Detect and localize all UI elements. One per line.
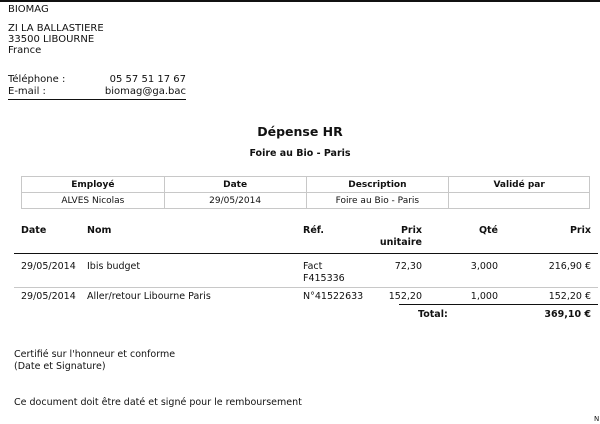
email-label: E-mail :	[8, 86, 46, 97]
document-subtitle: Foire au Bio - Paris	[249, 148, 351, 159]
info-header-row	[22, 177, 590, 193]
info-employee: ALVES Nicolas	[22, 193, 165, 209]
company-address-line2: 33500 LIBOURNE	[8, 34, 95, 45]
info-header-date: Date	[164, 177, 306, 193]
row-price: 152,20 €	[548, 291, 591, 302]
document-title: Dépense HR	[257, 124, 343, 139]
certification-block	[14, 349, 175, 373]
total-label: Total:	[418, 309, 448, 320]
row-separator	[14, 287, 598, 288]
row-ref-line1: Fact	[303, 261, 323, 272]
reimbursement-notice: Ce document doit être daté et signé pour le remboursement	[14, 397, 302, 408]
row-name: Aller/retour Libourne Paris	[87, 291, 211, 302]
info-date: 29/05/2014	[164, 193, 306, 209]
row-unit-price: 152,20	[388, 291, 422, 302]
info-header-employee: Employé	[22, 177, 165, 193]
signature-line: (Date et Signature)	[14, 361, 106, 372]
email-row	[8, 86, 186, 100]
corner-mark: N	[594, 415, 600, 423]
row-price: 216,90 €	[548, 261, 591, 272]
row-ref-line1: N°41522633	[303, 291, 364, 302]
info-header-validated-by: Validé par	[449, 177, 590, 193]
info-header-description: Description	[306, 177, 449, 193]
row-date: 29/05/2014	[21, 261, 76, 272]
col-header-price: Prix	[569, 225, 591, 236]
header-rule	[14, 253, 598, 254]
employee-info-table	[21, 176, 590, 209]
row-qty: 3,000	[470, 261, 498, 272]
col-header-ref: Réf.	[303, 225, 324, 236]
info-description: Foire au Bio - Paris	[306, 193, 449, 209]
phone-value: 05 57 51 17 67	[109, 74, 186, 85]
phone-label: Téléphone :	[8, 74, 66, 85]
certification-line: Certifié sur l'honneur et conforme	[14, 349, 176, 360]
row-qty: 1,000	[470, 291, 498, 302]
info-data-row	[22, 193, 590, 209]
top-rule	[0, 0, 600, 2]
col-header-date: Date	[21, 225, 47, 236]
row-unit-price: 72,30	[394, 261, 422, 272]
col-header-qty: Qté	[478, 225, 498, 236]
company-address-line1: ZI LA BALLASTIERE	[8, 23, 104, 34]
company-country: France	[8, 45, 42, 56]
contact-block	[8, 74, 186, 100]
company-name: BIOMAG	[8, 4, 49, 15]
email-value: biomag@ga.bac	[104, 86, 186, 97]
col-header-name: Nom	[87, 225, 112, 236]
total-value: 369,10 €	[544, 309, 591, 320]
row-name: Ibis budget	[87, 261, 141, 272]
col-header-unit-price-line1: Prix	[400, 225, 422, 236]
total-rule	[399, 304, 598, 305]
row-date: 29/05/2014	[21, 291, 76, 302]
info-validated-by	[449, 193, 590, 209]
company-address	[8, 4, 104, 56]
phone-row	[8, 74, 186, 86]
row-ref-line2: F415336	[303, 273, 345, 284]
col-header-unit-price-line2: unitaire	[379, 237, 422, 248]
